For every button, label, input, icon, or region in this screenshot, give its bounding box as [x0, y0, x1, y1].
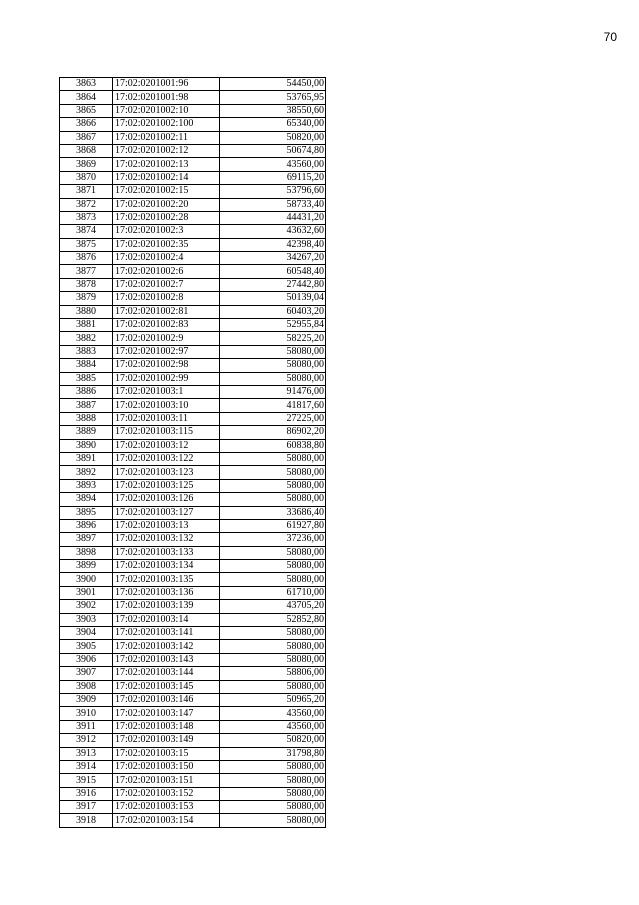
row-index-cell: 3911 — [60, 720, 113, 733]
cadastral-number-cell: 17:02:0201003:1 — [113, 385, 220, 398]
row-index-cell: 3897 — [60, 533, 113, 546]
value-cell: 58080,00 — [220, 372, 326, 385]
table-row — [60, 680, 326, 693]
table-row — [60, 372, 326, 385]
table-row — [60, 774, 326, 787]
cadastral-number-cell: 17:02:0201003:149 — [113, 734, 220, 747]
table-row — [60, 345, 326, 358]
table-row — [60, 519, 326, 532]
cadastral-number-cell: 17:02:0201002:83 — [113, 319, 220, 332]
cadastral-number-cell: 17:02:0201003:143 — [113, 653, 220, 666]
cadastral-number-cell: 17:02:0201002:13 — [113, 158, 220, 171]
table-row — [60, 332, 326, 345]
table-row — [60, 573, 326, 586]
table-row — [60, 747, 326, 760]
table-row — [60, 801, 326, 814]
value-cell: 50139,04 — [220, 292, 326, 305]
table-row — [60, 653, 326, 666]
value-cell: 43632,60 — [220, 225, 326, 238]
row-index-cell: 3881 — [60, 319, 113, 332]
cadastral-number-cell: 17:02:0201002:97 — [113, 345, 220, 358]
page-number: 70 — [603, 30, 617, 44]
table-row — [60, 185, 326, 198]
cadastral-number-cell: 17:02:0201003:14 — [113, 613, 220, 626]
cadastral-number-cell: 17:02:0201003:141 — [113, 627, 220, 640]
value-cell: 50965,20 — [220, 693, 326, 706]
row-index-cell: 3918 — [60, 814, 113, 827]
cadastral-number-cell: 17:02:0201003:144 — [113, 667, 220, 680]
table-row — [60, 385, 326, 398]
table-row — [60, 426, 326, 439]
value-cell: 60548,40 — [220, 265, 326, 278]
row-index-cell: 3890 — [60, 439, 113, 452]
value-cell: 58080,00 — [220, 774, 326, 787]
cadastral-number-cell: 17:02:0201001:98 — [113, 91, 220, 104]
cadastral-number-cell: 17:02:0201003:136 — [113, 586, 220, 599]
table-row — [60, 292, 326, 305]
cadastral-number-cell: 17:02:0201002:9 — [113, 332, 220, 345]
row-index-cell: 3900 — [60, 573, 113, 586]
value-cell: 52955,84 — [220, 319, 326, 332]
row-index-cell: 3902 — [60, 600, 113, 613]
value-cell: 69115,20 — [220, 171, 326, 184]
row-index-cell: 3888 — [60, 412, 113, 425]
row-index-cell: 3896 — [60, 519, 113, 532]
table-row — [60, 760, 326, 773]
cadastral-number-cell: 17:02:0201002:12 — [113, 144, 220, 157]
table-row — [60, 734, 326, 747]
value-cell: 58080,00 — [220, 814, 326, 827]
row-index-cell: 3894 — [60, 493, 113, 506]
value-cell: 37236,00 — [220, 533, 326, 546]
cadastral-number-cell: 17:02:0201003:11 — [113, 412, 220, 425]
table-row — [60, 707, 326, 720]
cadastral-number-cell: 17:02:0201002:81 — [113, 305, 220, 318]
value-cell: 44431,20 — [220, 211, 326, 224]
value-cell: 50820,00 — [220, 734, 326, 747]
table-row — [60, 600, 326, 613]
row-index-cell: 3882 — [60, 332, 113, 345]
value-cell: 52852,80 — [220, 613, 326, 626]
table-row — [60, 225, 326, 238]
table-row — [60, 171, 326, 184]
value-cell: 58080,00 — [220, 479, 326, 492]
table-row — [60, 158, 326, 171]
cadastral-number-cell: 17:02:0201002:4 — [113, 252, 220, 265]
table-row — [60, 319, 326, 332]
row-index-cell: 3908 — [60, 680, 113, 693]
row-index-cell: 3873 — [60, 211, 113, 224]
value-cell: 50674,80 — [220, 144, 326, 157]
cadastral-number-cell: 17:02:0201003:13 — [113, 519, 220, 532]
value-cell: 58080,00 — [220, 801, 326, 814]
table-row — [60, 693, 326, 706]
value-cell: 60838,80 — [220, 439, 326, 452]
table-row — [60, 787, 326, 800]
table-row — [60, 305, 326, 318]
table-row — [60, 118, 326, 131]
row-index-cell: 3886 — [60, 385, 113, 398]
row-index-cell: 3863 — [60, 78, 113, 91]
value-cell: 61710,00 — [220, 586, 326, 599]
value-cell: 58080,00 — [220, 640, 326, 653]
value-cell: 58080,00 — [220, 345, 326, 358]
table-row — [60, 278, 326, 291]
value-cell: 53765,95 — [220, 91, 326, 104]
row-index-cell: 3877 — [60, 265, 113, 278]
cadastral-number-cell: 17:02:0201003:154 — [113, 814, 220, 827]
cadastral-number-cell: 17:02:0201002:8 — [113, 292, 220, 305]
row-index-cell: 3880 — [60, 305, 113, 318]
row-index-cell: 3904 — [60, 627, 113, 640]
cadastral-number-cell: 17:02:0201002:28 — [113, 211, 220, 224]
table-row — [60, 131, 326, 144]
value-cell: 58080,00 — [220, 627, 326, 640]
row-index-cell: 3899 — [60, 560, 113, 573]
row-index-cell: 3913 — [60, 747, 113, 760]
table-row — [60, 399, 326, 412]
value-cell: 91476,00 — [220, 385, 326, 398]
value-cell: 58080,00 — [220, 760, 326, 773]
cadastral-number-cell: 17:02:0201003:134 — [113, 560, 220, 573]
value-cell: 43705,20 — [220, 600, 326, 613]
table-row — [60, 359, 326, 372]
row-index-cell: 3879 — [60, 292, 113, 305]
cadastral-number-cell: 17:02:0201003:151 — [113, 774, 220, 787]
row-index-cell: 3875 — [60, 238, 113, 251]
cadastral-number-cell: 17:02:0201003:123 — [113, 466, 220, 479]
value-cell: 53796,60 — [220, 185, 326, 198]
table-row — [60, 627, 326, 640]
value-cell: 43560,00 — [220, 707, 326, 720]
table-row — [60, 144, 326, 157]
row-index-cell: 3869 — [60, 158, 113, 171]
table-row — [60, 238, 326, 251]
cadastral-number-cell: 17:02:0201003:148 — [113, 720, 220, 733]
row-index-cell: 3906 — [60, 653, 113, 666]
value-cell: 58080,00 — [220, 452, 326, 465]
cadastral-number-cell: 17:02:0201002:6 — [113, 265, 220, 278]
table-row — [60, 78, 326, 91]
row-index-cell: 3864 — [60, 91, 113, 104]
row-index-cell: 3872 — [60, 198, 113, 211]
value-cell: 41817,60 — [220, 399, 326, 412]
table-row — [60, 506, 326, 519]
cadastral-number-cell: 17:02:0201003:139 — [113, 600, 220, 613]
cadastral-table — [59, 77, 326, 828]
value-cell: 58080,00 — [220, 359, 326, 372]
value-cell: 42398,40 — [220, 238, 326, 251]
table-row — [60, 198, 326, 211]
value-cell: 27225,00 — [220, 412, 326, 425]
row-index-cell: 3907 — [60, 667, 113, 680]
cadastral-number-cell: 17:02:0201003:125 — [113, 479, 220, 492]
value-cell: 34267,20 — [220, 252, 326, 265]
row-index-cell: 3914 — [60, 760, 113, 773]
table-row — [60, 667, 326, 680]
cadastral-number-cell: 17:02:0201003:127 — [113, 506, 220, 519]
cadastral-number-cell: 17:02:0201003:115 — [113, 426, 220, 439]
row-index-cell: 3910 — [60, 707, 113, 720]
value-cell: 27442,80 — [220, 278, 326, 291]
row-index-cell: 3909 — [60, 693, 113, 706]
cadastral-number-cell: 17:02:0201002:14 — [113, 171, 220, 184]
value-cell: 58080,00 — [220, 560, 326, 573]
cadastral-number-cell: 17:02:0201003:12 — [113, 439, 220, 452]
row-index-cell: 3871 — [60, 185, 113, 198]
cadastral-table-container — [59, 77, 326, 828]
value-cell: 58080,00 — [220, 466, 326, 479]
table-row — [60, 546, 326, 559]
value-cell: 43560,00 — [220, 720, 326, 733]
value-cell: 61927,80 — [220, 519, 326, 532]
table-row — [60, 640, 326, 653]
row-index-cell: 3883 — [60, 345, 113, 358]
table-row — [60, 252, 326, 265]
row-index-cell: 3876 — [60, 252, 113, 265]
row-index-cell: 3866 — [60, 118, 113, 131]
table-row — [60, 720, 326, 733]
row-index-cell: 3891 — [60, 452, 113, 465]
row-index-cell: 3917 — [60, 801, 113, 814]
table-row — [60, 613, 326, 626]
row-index-cell: 3889 — [60, 426, 113, 439]
value-cell: 58225,20 — [220, 332, 326, 345]
cadastral-number-cell: 17:02:0201003:15 — [113, 747, 220, 760]
row-index-cell: 3916 — [60, 787, 113, 800]
table-row — [60, 466, 326, 479]
row-index-cell: 3905 — [60, 640, 113, 653]
cadastral-number-cell: 17:02:0201002:3 — [113, 225, 220, 238]
row-index-cell: 3898 — [60, 546, 113, 559]
cadastral-number-cell: 17:02:0201003:152 — [113, 787, 220, 800]
row-index-cell: 3878 — [60, 278, 113, 291]
cadastral-number-cell: 17:02:0201003:122 — [113, 452, 220, 465]
table-row — [60, 493, 326, 506]
row-index-cell: 3895 — [60, 506, 113, 519]
table-row — [60, 586, 326, 599]
table-row — [60, 560, 326, 573]
table-row — [60, 452, 326, 465]
cadastral-number-cell: 17:02:0201002:11 — [113, 131, 220, 144]
value-cell: 50820,00 — [220, 131, 326, 144]
row-index-cell: 3867 — [60, 131, 113, 144]
table-row — [60, 814, 326, 827]
table-row — [60, 104, 326, 117]
cadastral-number-cell: 17:02:0201002:35 — [113, 238, 220, 251]
value-cell: 58080,00 — [220, 546, 326, 559]
cadastral-number-cell: 17:02:0201003:133 — [113, 546, 220, 559]
value-cell: 58080,00 — [220, 573, 326, 586]
cadastral-number-cell: 17:02:0201002:99 — [113, 372, 220, 385]
cadastral-number-cell: 17:02:0201003:150 — [113, 760, 220, 773]
cadastral-number-cell: 17:02:0201003:10 — [113, 399, 220, 412]
value-cell: 58733,40 — [220, 198, 326, 211]
row-index-cell: 3870 — [60, 171, 113, 184]
value-cell: 38550,60 — [220, 104, 326, 117]
value-cell: 65340,00 — [220, 118, 326, 131]
value-cell: 31798,80 — [220, 747, 326, 760]
row-index-cell: 3892 — [60, 466, 113, 479]
value-cell: 60403,20 — [220, 305, 326, 318]
cadastral-number-cell: 17:02:0201002:98 — [113, 359, 220, 372]
table-row — [60, 439, 326, 452]
value-cell: 58806,00 — [220, 667, 326, 680]
cadastral-number-cell: 17:02:0201003:153 — [113, 801, 220, 814]
cadastral-number-cell: 17:02:0201003:126 — [113, 493, 220, 506]
cadastral-number-cell: 17:02:0201003:147 — [113, 707, 220, 720]
cadastral-number-cell: 17:02:0201003:132 — [113, 533, 220, 546]
row-index-cell: 3915 — [60, 774, 113, 787]
cadastral-number-cell: 17:02:0201001:96 — [113, 78, 220, 91]
value-cell: 58080,00 — [220, 787, 326, 800]
table-row — [60, 211, 326, 224]
value-cell: 54450,00 — [220, 78, 326, 91]
table-row — [60, 265, 326, 278]
row-index-cell: 3865 — [60, 104, 113, 117]
value-cell: 86902,20 — [220, 426, 326, 439]
row-index-cell: 3893 — [60, 479, 113, 492]
table-row — [60, 91, 326, 104]
value-cell: 33686,40 — [220, 506, 326, 519]
row-index-cell: 3884 — [60, 359, 113, 372]
value-cell: 43560,00 — [220, 158, 326, 171]
cadastral-number-cell: 17:02:0201003:142 — [113, 640, 220, 653]
value-cell: 58080,00 — [220, 653, 326, 666]
cadastral-number-cell: 17:02:0201003:145 — [113, 680, 220, 693]
cadastral-number-cell: 17:02:0201002:10 — [113, 104, 220, 117]
cadastral-number-cell: 17:02:0201002:15 — [113, 185, 220, 198]
row-index-cell: 3901 — [60, 586, 113, 599]
row-index-cell: 3912 — [60, 734, 113, 747]
row-index-cell: 3885 — [60, 372, 113, 385]
table-body — [60, 78, 326, 828]
row-index-cell: 3868 — [60, 144, 113, 157]
cadastral-number-cell: 17:02:0201002:20 — [113, 198, 220, 211]
cadastral-number-cell: 17:02:0201002:100 — [113, 118, 220, 131]
cadastral-number-cell: 17:02:0201003:135 — [113, 573, 220, 586]
table-row — [60, 479, 326, 492]
row-index-cell: 3887 — [60, 399, 113, 412]
row-index-cell: 3903 — [60, 613, 113, 626]
table-row — [60, 412, 326, 425]
cadastral-number-cell: 17:02:0201002:7 — [113, 278, 220, 291]
row-index-cell: 3874 — [60, 225, 113, 238]
value-cell: 58080,00 — [220, 680, 326, 693]
cadastral-number-cell: 17:02:0201003:146 — [113, 693, 220, 706]
table-row — [60, 533, 326, 546]
value-cell: 58080,00 — [220, 493, 326, 506]
